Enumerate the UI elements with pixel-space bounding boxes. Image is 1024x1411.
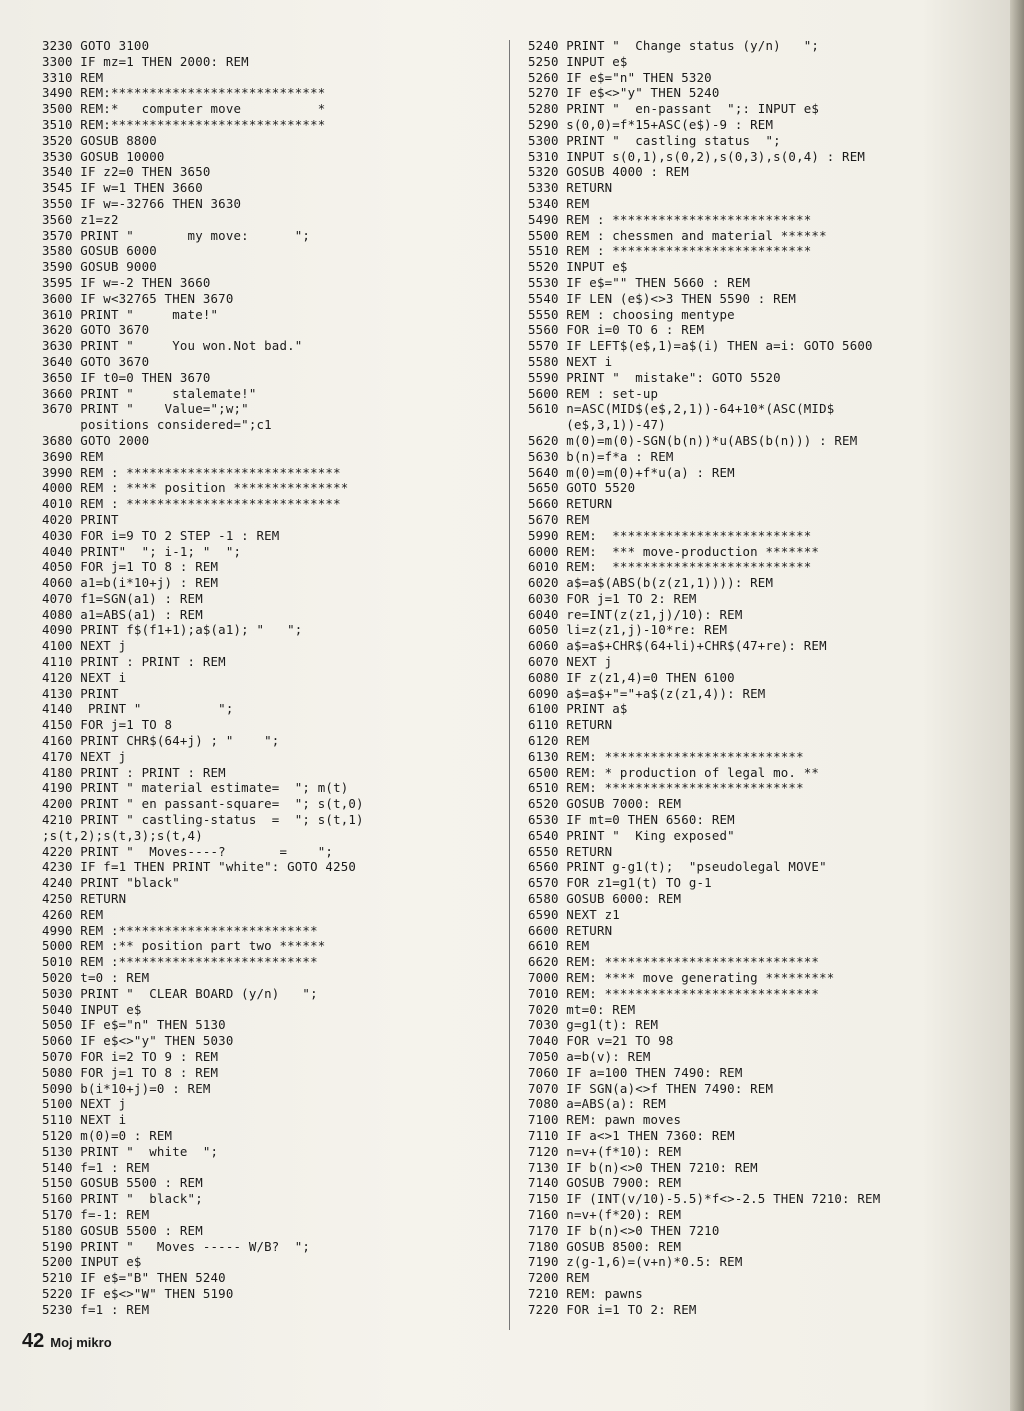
code-line: 7060 IF a=100 THEN 7490: REM <box>528 1064 743 1080</box>
code-line: 3590 GOSUB 9000 <box>42 259 157 275</box>
column-divider <box>509 40 510 1330</box>
code-line: 3500 REM:* computer move * <box>42 101 326 117</box>
code-line: 3300 IF mz=1 THEN 2000: REM <box>42 53 249 69</box>
code-line: 4030 FOR i=9 TO 2 STEP -1 : REM <box>42 527 280 543</box>
code-line: 5000 REM :** position part two ****** <box>42 938 326 954</box>
code-line: 6030 FOR j=1 TO 2: REM <box>528 590 697 606</box>
code-line: 6090 a$=a$+"="+a$(z(z1,4)): REM <box>528 685 766 701</box>
code-line: 7170 IF b(n)<>0 THEN 7210 <box>528 1222 720 1238</box>
code-line: 4070 f1=SGN(a1) : REM <box>42 590 203 606</box>
code-line: 4260 REM <box>42 906 104 922</box>
code-line: 5130 PRINT " white "; <box>42 1143 219 1159</box>
code-line: 6530 IF mt=0 THEN 6560: REM <box>528 812 735 828</box>
code-line: 5150 GOSUB 5500 : REM <box>42 1175 203 1191</box>
code-line: 6040 re=INT(z(z1,j)/10): REM <box>528 606 743 622</box>
magazine-name: Moj mikro <box>50 1335 112 1350</box>
code-line: 6610 REM <box>528 938 590 954</box>
code-line: 5060 IF e$<>"y" THEN 5030 <box>42 1033 234 1049</box>
code-line: 6620 REM: **************************** <box>528 954 820 970</box>
page-footer <box>22 1330 112 1353</box>
code-line: 3530 GOSUB 10000 <box>42 148 165 164</box>
code-line: 5650 GOTO 5520 <box>528 480 636 496</box>
code-line: 3690 REM <box>42 448 104 464</box>
code-line: 6100 PRINT a$ <box>528 701 628 717</box>
code-line: 5240 PRINT " Change status (y/n) "; <box>528 38 820 53</box>
code-line: 5610 n=ASC(MID$(e$,2,1))-64+10*(ASC(MID$ <box>528 401 835 417</box>
code-line: 4110 PRINT : PRINT : REM <box>42 654 226 670</box>
code-line: 6500 REM: * production of legal mo. ** <box>528 764 820 780</box>
code-line: 5220 IF e$<>"W" THEN 5190 <box>42 1285 234 1301</box>
code-line: 5040 INPUT e$ <box>42 1001 142 1017</box>
code-line: 3595 IF w=-2 THEN 3660 <box>42 274 211 290</box>
code-line: 5590 PRINT " mistake": GOTO 5520 <box>528 369 781 385</box>
code-line: 6600 RETURN <box>528 922 613 938</box>
code-line: 3560 z1=z2 <box>42 211 119 227</box>
code-line: 5670 REM <box>528 511 590 527</box>
code-line: 5580 NEXT i <box>528 353 613 369</box>
code-line: 7040 FOR v=21 TO 98 <box>528 1033 674 1049</box>
code-line: 3620 GOTO 3670 <box>42 322 150 338</box>
code-line: 7140 GOSUB 7900: REM <box>528 1175 682 1191</box>
code-line: 5110 NEXT i <box>42 1112 127 1128</box>
code-line: 3580 GOSUB 6000 <box>42 243 157 259</box>
code-line: 7200 REM <box>528 1270 590 1286</box>
code-line: 4210 PRINT " castling-status = "; s(t,1) <box>42 812 364 828</box>
code-line: 7210 REM: pawns <box>528 1285 643 1301</box>
code-column-left <box>42 38 490 1318</box>
code-line: 5490 REM : ************************** <box>528 211 812 227</box>
code-line: 7020 mt=0: REM <box>528 1001 636 1017</box>
code-line: ;s(t,2);s(t,3);s(t,4) <box>42 827 203 843</box>
code-line: 5510 REM : ************************** <box>528 243 812 259</box>
code-line: 5340 REM <box>528 195 590 211</box>
code-line: 5270 IF e$<>"y" THEN 5240 <box>528 85 720 101</box>
code-line: 5030 PRINT " CLEAR BOARD (y/n) "; <box>42 985 318 1001</box>
code-line: 3550 IF w=-32766 THEN 3630 <box>42 195 242 211</box>
code-line: 7000 REM: **** move generating ********* <box>528 970 835 986</box>
code-line: 7150 IF (INT(v/10)-5.5)*f<>-2.5 THEN 7210: REM <box>528 1191 881 1207</box>
code-line: 3650 IF t0=0 THEN 3670 <box>42 369 211 385</box>
code-line: 5500 REM : chessmen and material ****** <box>528 227 827 243</box>
code-line: 5520 INPUT e$ <box>528 259 628 275</box>
code-line: 4220 PRINT " Moves----? = "; <box>42 843 334 859</box>
code-line: 4130 PRINT <box>42 685 119 701</box>
code-line: 4100 NEXT j <box>42 638 127 654</box>
code-line: 4160 PRINT CHR$(64+j) ; " "; <box>42 733 280 749</box>
code-line: 3540 IF z2=0 THEN 3650 <box>42 164 211 180</box>
code-line: 5020 t=0 : REM <box>42 970 150 986</box>
code-line: 5280 PRINT " en-passant ";: INPUT e$ <box>528 101 820 117</box>
code-line: 5050 IF e$="n" THEN 5130 <box>42 1017 226 1033</box>
code-line: 7120 n=v+(f*10): REM <box>528 1143 682 1159</box>
code-line: 5010 REM :************************** <box>42 954 318 970</box>
code-line: 5070 FOR i=2 TO 9 : REM <box>42 1049 219 1064</box>
code-line: 3660 PRINT " stalemate!" <box>42 385 257 401</box>
code-line: 7010 REM: **************************** <box>528 985 820 1001</box>
code-line: 4200 PRINT " en passant-square= "; s(t,0) <box>42 796 364 812</box>
code-line: 4010 REM : **************************** <box>42 496 341 512</box>
code-line: 5210 IF e$="B" THEN 5240 <box>42 1270 226 1286</box>
code-column-right <box>528 38 998 1318</box>
code-line: 3640 GOTO 3670 <box>42 353 150 369</box>
code-line: 4080 a1=ABS(a1) : REM <box>42 606 203 622</box>
code-line: 6570 FOR z1=g1(t) TO g-1 <box>528 875 712 891</box>
code-line: 7180 GOSUB 8500: REM <box>528 1238 682 1254</box>
code-line: 5620 m(0)=m(0)-SGN(b(n))*u(ABS(b(n))) : REM <box>528 432 858 448</box>
code-line: 5140 f=1 : REM <box>42 1159 150 1175</box>
code-line: 3600 IF w<32765 THEN 3670 <box>42 290 234 306</box>
code-line: 3310 REM <box>42 69 104 85</box>
code-line: 4990 REM :************************** <box>42 922 318 938</box>
code-line: 4120 NEXT i <box>42 669 127 685</box>
code-line: 3670 PRINT " Value=";w;" <box>42 401 249 417</box>
code-line: 3630 PRINT " You won.Not bad." <box>42 338 303 354</box>
code-line: 3230 GOTO 3100 <box>42 38 150 53</box>
code-line: 4170 NEXT j <box>42 748 127 764</box>
code-line: 4050 FOR j=1 TO 8 : REM <box>42 559 219 575</box>
code-line: 5600 REM : set-up <box>528 385 659 401</box>
code-line: 6080 IF z(z1,4)=0 THEN 6100 <box>528 669 735 685</box>
code-line: 6590 NEXT z1 <box>528 906 620 922</box>
code-line: 4140 PRINT " "; <box>42 701 234 717</box>
code-line: 5540 IF LEN (e$)<>3 THEN 5590 : REM <box>528 290 797 306</box>
code-line: 7130 IF b(n)<>0 THEN 7210: REM <box>528 1159 758 1175</box>
code-line: 4250 RETURN <box>42 891 127 907</box>
page-number: 42 <box>22 1330 45 1352</box>
code-line: 6010 REM: ************************** <box>528 559 812 575</box>
code-line: 4230 IF f=1 THEN PRINT "white": GOTO 4250 <box>42 859 357 875</box>
page-edge <box>1010 0 1024 1411</box>
code-line: 6560 PRINT g-g1(t); "pseudolegal MOVE" <box>528 859 827 875</box>
code-line: 3680 GOTO 2000 <box>42 432 150 448</box>
code-line: 7080 a=ABS(a): REM <box>528 1096 666 1112</box>
code-line: 7160 n=v+(f*20): REM <box>528 1206 682 1222</box>
code-line: 3990 REM : **************************** <box>42 464 341 480</box>
code-line: 5570 IF LEFT$(e$,1)=a$(i) THEN a=i: GOTO 5600 <box>528 338 873 354</box>
code-line: 5330 RETURN <box>528 180 613 196</box>
code-line: 7030 g=g1(t): REM <box>528 1017 659 1033</box>
code-line: 3570 PRINT " my move: "; <box>42 227 311 243</box>
code-line: 5230 f=1 : REM <box>42 1301 150 1317</box>
code-line: 5170 f=-1: REM <box>42 1206 150 1222</box>
code-line: 6060 a$=a$+CHR$(64+li)+CHR$(47+re): REM <box>528 638 827 654</box>
code-line: 4020 PRINT <box>42 511 119 527</box>
code-line: 7190 z(g-1,6)=(v+n)*0.5: REM <box>528 1254 743 1270</box>
code-line: 5660 RETURN <box>528 496 613 512</box>
code-line: 7220 FOR i=1 TO 2: REM <box>528 1301 697 1317</box>
code-line: 7100 REM: pawn moves <box>528 1112 682 1128</box>
code-line: 4240 PRINT "black" <box>42 875 180 891</box>
code-line: 4000 REM : **** position *************** <box>42 480 349 496</box>
code-line: 5200 INPUT e$ <box>42 1254 142 1270</box>
code-line: 5630 b(n)=f*a : REM <box>528 448 674 464</box>
code-line: 6550 RETURN <box>528 843 613 859</box>
code-line: 6510 REM: ************************** <box>528 780 804 796</box>
code-line: 3520 GOSUB 8800 <box>42 132 157 148</box>
code-line: 7050 a=b(v): REM <box>528 1049 651 1064</box>
code-line: 5180 GOSUB 5500 : REM <box>42 1222 203 1238</box>
code-line: 4060 a1=b(i*10+j) : REM <box>42 575 219 591</box>
code-line: (e$,3,1))-47) <box>528 417 666 433</box>
code-line: 4040 PRINT" "; i-1; " "; <box>42 543 242 559</box>
code-line: 5290 s(0,0)=f*15+ASC(e$)-9 : REM <box>528 116 774 132</box>
code-line: 4090 PRINT f$(f1+1);a$(a1); " "; <box>42 622 303 638</box>
code-line: 5190 PRINT " Moves ----- W/B? "; <box>42 1238 311 1254</box>
code-line: 6110 RETURN <box>528 717 613 733</box>
code-line: 3610 PRINT " mate!" <box>42 306 219 322</box>
code-line: 5260 IF e$="n" THEN 5320 <box>528 69 712 85</box>
code-line: 7070 IF SGN(a)<>f THEN 7490: REM <box>528 1080 774 1096</box>
code-line: positions considered=";c1 <box>42 417 272 433</box>
code-line: 5640 m(0)=m(0)+f*u(a) : REM <box>528 464 735 480</box>
code-line: 3510 REM:**************************** <box>42 116 326 132</box>
code-line: 5120 m(0)=0 : REM <box>42 1127 173 1143</box>
code-line: 5530 IF e$="" THEN 5660 : REM <box>528 274 751 290</box>
code-line: 5320 GOSUB 4000 : REM <box>528 164 689 180</box>
code-line: 5550 REM : choosing mentype <box>528 306 735 322</box>
code-line: 5100 NEXT j <box>42 1096 127 1112</box>
code-line: 6580 GOSUB 6000: REM <box>528 891 682 907</box>
code-line: 6520 GOSUB 7000: REM <box>528 796 682 812</box>
code-line: 6120 REM <box>528 733 590 749</box>
code-line: 5160 PRINT " black"; <box>42 1191 203 1207</box>
code-line: 4150 FOR j=1 TO 8 <box>42 717 173 733</box>
code-line: 5300 PRINT " castling status "; <box>528 132 781 148</box>
code-line: 4190 PRINT " material estimate= "; m(t) <box>42 780 349 796</box>
code-line: 6000 REM: *** move-production ******* <box>528 543 820 559</box>
code-line: 3545 IF w=1 THEN 3660 <box>42 180 203 196</box>
code-line: 6130 REM: ************************** <box>528 748 804 764</box>
code-line: 5090 b(i*10+j)=0 : REM <box>42 1080 211 1096</box>
code-line: 7110 IF a<>1 THEN 7360: REM <box>528 1127 735 1143</box>
code-line: 6020 a$=a$(ABS(b(z(z1,1)))): REM <box>528 575 774 591</box>
code-line: 3490 REM:**************************** <box>42 85 326 101</box>
code-line: 5560 FOR i=0 TO 6 : REM <box>528 322 705 338</box>
code-line: 5310 INPUT s(0,1),s(0,2),s(0,3),s(0,4) : REM <box>528 148 866 164</box>
code-line: 5250 INPUT e$ <box>528 53 628 69</box>
code-line: 6070 NEXT j <box>528 654 613 670</box>
code-line: 5990 REM: ************************** <box>528 527 812 543</box>
code-line: 6540 PRINT " King exposed" <box>528 827 735 843</box>
code-line: 4180 PRINT : PRINT : REM <box>42 764 226 780</box>
code-line: 6050 li=z(z1,j)-10*re: REM <box>528 622 728 638</box>
code-line: 5080 FOR j=1 TO 8 : REM <box>42 1064 219 1080</box>
